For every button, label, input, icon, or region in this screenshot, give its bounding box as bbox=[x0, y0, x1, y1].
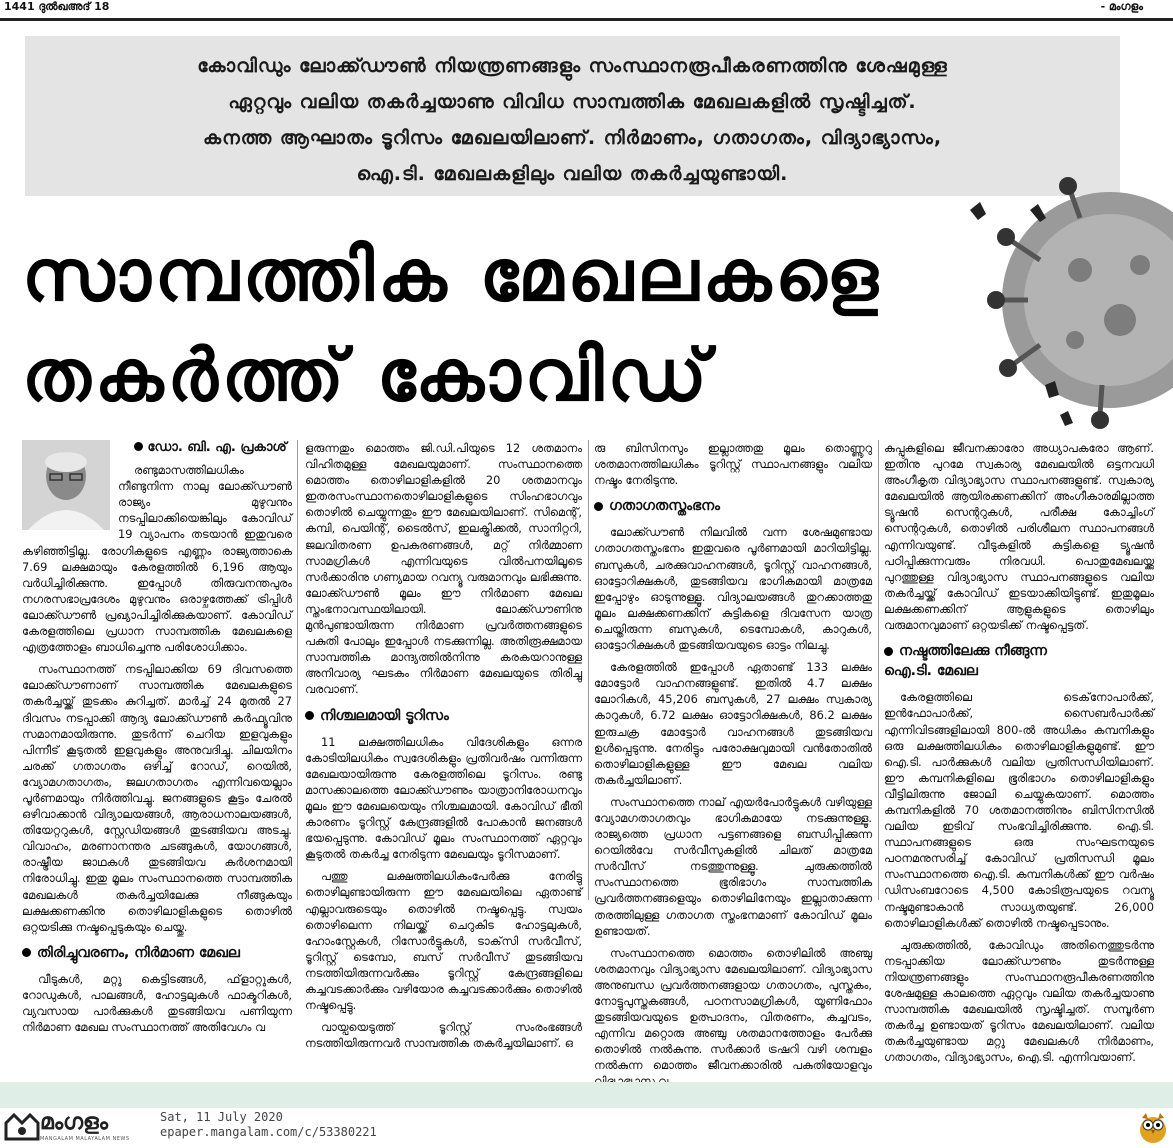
summary-line: കനത്ത ആഘാതം ടൂറിസം മേഖലയിലാണ്. നിർമാണം, ഗതാഗതം, വിദ്യാഭ്യാസം, bbox=[202, 127, 943, 149]
mangalam-logo[interactable] bbox=[0, 1108, 150, 1146]
edition-info bbox=[160, 1110, 377, 1140]
subheading-text: നിശ്ചലമായി ടൂറിസം bbox=[320, 707, 449, 724]
paragraph: കുപ്പുകളിലെ ജീവനക്കാരോ അധ്യാപകരോ ആണ്. ഇതിനു പുറമേ സ്വകാര്യ മേഖലയിൽ ഒട്ടനവധി അംഗീകൃത വിദ്യാഭ്യാസ സ്ഥാപനങ്ങളുണ്ട്. സ്വകാര്യ മേഖലയിൽ ആയിരക്കണക്കിന് അംഗീകാരമില്ലാത്ത ട്യൂഷൻ സെന്ററുകൾ, പരീക്ഷ കോച്ചിംഗ് സെന്ററുകൾ, തൊഴിൽ പരിശീലന സ്ഥാപനങ്ങൾ എന്നിവയുണ്ട്. വീടുകളിൽ കുട്ടികളെ ട്യൂഷൻ പഠിപ്പിക്കുന്നവരും നിരവധി. പൊതുമേഖലയ്ക്കു പുറത്തുള്ള വിദ്യാഭ്യാസ സ്ഥാപനങ്ങളുടെ വലിയ തകർച്ചയ്ക്ക് കോവിഡ് ഇടയാക്കിയിട്ടുണ്ട്. ഇതുമൂലം ലക്ഷക്കണക്കിന് ആളുകളുടെ തൊഴിലും വരുമാനവുമാണ് ഒറ്റയടിക്ക് നഷ്ടപ്പെട്ടത്. bbox=[884, 441, 1154, 633]
headline-line-2: തകർത്ത് കോവിഡ് bbox=[22, 333, 711, 417]
paragraph: സംസ്ഥാനത്ത് നടപ്പിലാക്കിയ 69 ദിവസത്തെ ലോക്ക്ഡൗണാണ് സാമ്പത്തിക മേഖലകളുടെ തകർച്ചയ്ക്ക് തുടക്കം കുറിച്ചത്. മാർച്ച് 24 മുതൽ 27 ദിവസം നടപ്പാക്കി ആദ്യ ലോക്ക്ഡൗൺ കർഫ്യൂവിനു സമാനമായിരുന്നു. തുടർന്ന് ചെറിയ ഇളവുകളും പിന്നീട് കൂടുതൽ ഇളവുകളും അനുവദിച്ചു. ചിലയിനം ചരക്ക് ഗതാഗതം ഒഴിച്ച് റോഡ്, റെയിൽ, വ്യോമഗതാഗതം, ജലഗതാഗതം എന്നിവയെല്ലാം പൂർണമായും നിർത്തിവച്ചു. ജനങ്ങളുടെ കൂട്ടം ചേരൽ ഒഴിവാക്കാൻ വിദ്യാലയങ്ങൾ, ആരാധനാലയങ്ങൾ, തിയേറ്ററുകൾ, സ്റ്റേഡിയങ്ങൾ തുടങ്ങിയവ അടച്ചു. വിവാഹം, മരണാനന്തര ചടങ്ങുകൾ, യോഗങ്ങൾ, രാഷ്ട്രീയ ജാഥകൾ തുടങ്ങിയവ കർശനമായി നിരോധിച്ചു. ഇതു മൂലം സംസ്ഥാനത്തെ സാമ്പത്തിക മേഖലകൾ തകർച്ചയിലേക്കു നീങ്ങുകയും ലക്ഷക്കണക്കിനു തൊഴിലാളികളുടെ തൊഴിൽ ഒറ്റയടിക്കു നഷ്ടപ്പെടുകയും ചെയ്തു. bbox=[22, 662, 292, 934]
subheading bbox=[594, 498, 872, 514]
owl-icon-graphic bbox=[1138, 1110, 1168, 1144]
column-divider bbox=[297, 440, 298, 900]
summary-line: ഏറ്റവും വലിയ തകർച്ചയാണു വിവിധ സാമ്പത്തിക മേഖലകളിൽ സൃഷ്ടിച്ചത്. bbox=[228, 91, 917, 113]
subheading bbox=[305, 708, 582, 724]
bullet-icon bbox=[134, 442, 143, 451]
virus-icon bbox=[950, 170, 1173, 430]
article-column-1 bbox=[22, 440, 292, 1041]
paragraph: വീടുകൾ, മറ്റു കെട്ടിടങ്ങൾ, ഫ്‌ളാറ്റുകൾ, റോഡുകൾ, പാലങ്ങൾ, ഹോട്ടലുകൾ ഫാക്ടറികൾ, വ്യവസായ പാർക്കുകൾ തുടങ്ങിയവ പണിയുന്ന നിർമാണ മേഖല സംസ്ഥാനത്ത് അതിവേഗം വ bbox=[22, 971, 292, 1035]
paragraph: ലോക്ക്ഡൗൺ നിലവിൽ വന്ന ശേഷമുണ്ടായ ഗതാഗതസ്തംഭനം ഇതുവരെ പൂർണമായി മാറിയിട്ടില്ല. ബസുകൾ, ചരക്കുവാഹനങ്ങൾ, ടൂറിസ്റ്റ് വാഹനങ്ങൾ, ഓട്ടോറിക്ഷകൾ, തുടങ്ങിയവ ഭാഗികമായി മാത്രമേ ഇപ്പോഴും ഓടുന്നുള്ളൂ. വിദ്യാലയങ്ങൾ തുറക്കാത്തതു മൂലം ലക്ഷക്കണക്കിന് കുട്ടികളെ ദിവസേന യാത്ര ചെയ്തിരുന്ന ബസുകൾ, ടെമ്പോകൾ, കാറുകൾ, ഓട്ടോറിക്ഷകൾ തുടങ്ങിയവയുടെ ഓട്ടം നിലച്ചു. bbox=[594, 525, 872, 653]
paragraph: രണ്ടുമാസത്തിലധികം നീണ്ടുനിന്ന നാലു ലോക്ക്ഡൗൺ രാജ്യം മുഴുവനും നടപ്പിലാക്കിയെങ്കിലും കോവിഡ് 19 വ്യാപനം തടയാൻ ഇതുവരെ കഴിഞ്ഞിട്ടില്ല. രോഗികളുടെ എണ്ണം രാജ്യത്താകെ 7.69 ലക്ഷമായും കേരളത്തിൽ 6,196 ആയും വർധിച്ചിരിക്കുന്നു. ഇപ്പോൾ തിരുവനന്തപുരം നഗരസഭാപ്രദേശം മുഴുവനും ഒരാഴ്ചത്തേക്ക് ട്രിപ്പിൾ ലോക്ക്ഡൗൺ പ്രഖ്യാപിച്ചിരിക്കുകയാണ്. കോവിഡ് കേരളത്തിലെ പ്രധാന സാമ്പത്തിക മേഖലകളെ എത്രത്തോളം ബാധിച്ചെന്നു പരിശോധിക്കാം. bbox=[22, 463, 292, 655]
author-photo-icon bbox=[22, 440, 110, 530]
mangalam-logo-icon bbox=[2, 1109, 40, 1145]
article-column-2 bbox=[305, 440, 582, 1057]
paragraph: പത്തു ലക്ഷത്തിലധികംപേർക്കു നേരിട്ടു തൊഴിലുണ്ടായിരുന്ന ഈ മേഖലയിലെ ഏതാണ്ട് എല്ലാവരുടെയും തൊഴിൽ നഷ്ടപ്പെട്ടു. സ്വയം തൊഴിലെന്ന നിലയ്ക്ക് ചെറുകിട ഹോട്ടലുകൾ, ഹോംസ്റ്റേകൾ, റിസോർട്ടുകൾ, ടാക്‌സി സർവീസ്, ടൂറിസ്റ്റ് ടെമ്പോ, ബസ് സർവീസ് തുടങ്ങിയവ നടത്തിയിരുന്നവർക്കും ടൂറിസ്റ്റ് കേന്ദ്രങ്ങളിലെ കച്ചവടക്കാർക്കും വഴിയോര കച്ചവടക്കാർക്കും തൊഴിൽ നഷ്ടപ്പെട്ടു. bbox=[305, 869, 582, 1013]
subheading-text: തിരിച്ചുവരണം, നിർമാണ മേഖല bbox=[37, 944, 240, 961]
paragraph: വായ്പയെടുത്ത് ടൂറിസ്റ്റ് സംരംഭങ്ങൾ നടത്തിയിരുന്നവർ സാമ്പത്തിക തകർച്ചയിലാണ്. ഒ bbox=[305, 1020, 582, 1051]
subheading-text: ഐ.ടി. മേഖല bbox=[884, 663, 978, 680]
logo-text: മംഗളം bbox=[40, 1110, 108, 1135]
virus-illustration bbox=[950, 170, 1173, 430]
headline bbox=[22, 225, 942, 425]
edition-url[interactable]: epaper.mangalam.com/c/53380221 bbox=[160, 1125, 377, 1139]
bottom-band bbox=[0, 1082, 1173, 1108]
byline-name: ഡോ. ബി. എ. പ്രകാശ് bbox=[147, 440, 287, 455]
paragraph: സംസ്ഥാനത്തെ നാല് എയർപോർട്ടുകൾ വഴിയുള്ള വ്യോമഗതാഗതവും ഭാഗികമായേ നടക്കുന്നുള്ളൂ. രാജ്യത്തെ പ്രധാന പട്ടണങ്ങളെ ബന്ധിപ്പിക്കുന്ന റെയിൽവേ സർവീസുകളിൽ ചിലത് മാത്രമേ സർവീസ് നടത്തുന്നുള്ളൂ. ചുരുക്കത്തിൽ സംസ്ഥാനത്തെ ഭൂരിഭാഗം സാമ്പത്തിക പ്രവർത്തനങ്ങളെയും തൊഴിലിനേയും ഇല്ലാതാക്കുന്ന തരത്തിലുള്ള ഗതാഗത സ്തംഭനമാണ് കോവിഡ് മൂലം ഉണ്ടായത്. bbox=[594, 794, 872, 938]
bullet-icon bbox=[305, 711, 314, 720]
owl-icon[interactable] bbox=[1138, 1110, 1168, 1144]
paragraph: കേരളത്തിൽ ഇപ്പോൾ ഏതാണ്ട് 133 ലക്ഷം മോട്ടോർ വാഹനങ്ങളുണ്ട്. ഇതിൽ 4.7 ലക്ഷം ലോറികൾ, 45,206 ബസുകൾ, 27 ലക്ഷം സ്വകാര്യ കാറുകൾ, 6.72 ലക്ഷം ഓട്ടോറിക്ഷകൾ, 86.2 ലക്ഷം ഇരുചക്ര മോട്ടോർ വാഹനങ്ങൾ തുടങ്ങിയവ ഉൾപ്പെടുന്നു. നേരിട്ടും പരോക്ഷവുമായി വൻതോതിൽ തൊഴിലാളികളുള്ള ഈ മേഖല വലിയ തകർച്ചയിലാണ്. bbox=[594, 660, 872, 787]
subheading bbox=[884, 643, 1154, 659]
page-header-right: - മംഗളം bbox=[1100, 0, 1143, 13]
paragraph: രു ബിസിനസും ഇല്ലാത്തതു മൂലം തൊണ്ണൂറു ശതമാനത്തിലധികം ടൂറിസ്റ്റ് സ്ഥാപനങ്ങളും വലിയ നഷ്ടം നേരിടുന്നു. bbox=[594, 441, 872, 488]
paragraph: സംസ്ഥാനത്തെ മൊത്തം തൊഴിലിൽ അഞ്ചു ശതമാനവും വിദ്യാഭ്യാസ മേഖലയിലാണ്. വിദ്യാഭ്യാസ അനുബന്ധ പ്രവർത്തനങ്ങളായ ഗതാഗതം, പുസ്തകം, നോട്ടുപുസ്തകങ്ങൾ, പഠനസാമഗ്രികൾ, യൂണിഫോം തുടങ്ങിയവയുടെ ഉത്പാദനം, വിതരണം, കച്ചവടം, എന്നിവ മറ്റൊരു അഞ്ചു ശതമാനത്തോളം പേർക്കു തൊഴിൽ നൽകുന്നു. സർക്കാർ ട്രഷറി വഴി ശമ്പളം നൽകുന്ന മൊത്തം ജീവനക്കാരിൽ പകുതിയോളവും bbox=[594, 945, 872, 1073]
bullet-icon bbox=[22, 948, 31, 957]
subheading bbox=[22, 945, 292, 961]
paragraph: 11 ലക്ഷത്തിലധികം വിദേശികളും ഒന്നര കോടിയിലധികം സ്വദേശികളും പ്രതിവർഷം വന്നിരുന്ന മേഖലയായിരുന്നു കേരളത്തിലെ ടൂറിസം. രണ്ടു മാസക്കാലത്തെ ലോക്ക്ഡൗണും യാത്രാനിരോധനവും മൂലം ഈ മേഖലയെയും നിശ്ചലമായി. കോവിഡ് ഭീതി കാരണം ടൂറിസ്റ്റ് കേന്ദ്രങ്ങളിൽ പോകാൻ ജനങ്ങൾ ഭയപ്പെടുന്നു. കോവിഡ് മൂലം സംസ്ഥാനത്ത് ഏറ്റവും കൂടുതൽ തകർച്ച നേരിടുന്ന മേഖലയും ടൂറിസമാണ്. bbox=[305, 734, 582, 862]
subheading-2 bbox=[884, 663, 1154, 679]
author-photo bbox=[22, 440, 110, 530]
edition-date: Sat, 11 July 2020 bbox=[160, 1110, 283, 1124]
summary-line: ഐ.ടി. മേഖലകളിലും വലിയ തകർച്ചയുണ്ടായി. bbox=[356, 163, 789, 185]
summary-text bbox=[25, 36, 1120, 192]
paragraph: ളരുന്നതും മൊത്തം ജി.ഡി.പിയുടെ 12 ശതമാനം വിഹിതമുള്ള മേഖലയുമാണ്. സംസ്ഥാനത്തെ മൊത്തം തൊഴിലാളികളിൽ 20 ശതമാനവും ഇതരസംസ്ഥാനതൊഴിലാളികളുടെ സിംഹഭാഗവും തൊഴിൽ ചെയ്യുന്നതും ഈ മേഖലയിലാണ്. സിമെന്റ്, കമ്പി, പെയിന്റ്, ടൈൽസ്, ഇലക്ട്രിക്കൽ, സാനിറ്ററി, ജലവിതരണ ഉപകരണങ്ങൾ, മറ്റ് നിർമ്മാണ സാമഗ്രികൾ എന്നിവയുടെ വിൽപനയിലൂടെ സർക്കാരിനു ഗണ്യമായ റവന്യൂ വരുമാനവും ലഭിക്കുന്നു. ലോക്ക്ഡൗൺ മൂലം ഈ നിർമാണ മേഖല സ്തംഭനാവസ്ഥയിലായി. ലോക്ക്ഡൗണിനു മുൻപുണ്ടായിരുന്ന നിർമാണ പ്രവർത്തനങ്ങളുടെ പകുതി പോലും ഇപ്പോൾ നടക്കുന്നില്ല. അതിരൂക്ഷമായ സാമ്പത്തിക മാന്ദ്യത്തിൽനിന്നു കരകയറാനുള്ള അനിവാര്യ ഘടകം നിർമാണ മേഖലയുടെ തിരിച്ചു വരവാണ്. bbox=[305, 441, 582, 697]
paragraph: ചുരുക്കത്തിൽ, കോവിഡും അതിനെത്തുടർന്നു നടപ്പാക്കിയ ലോക്ക്ഡൗണും തുടർന്നുള്ള നിയന്ത്രണങ്ങളും സംസ്ഥാനരൂപീകരണത്തിനു ശേഷമുള്ള കാലത്തെ ഏറ്റവും വലിയ തകർച്ചയാണു സാമ്പത്തിക മേഖലയിൽ സൃഷ്ടിച്ചത്. സമ്പൂർണ തകർച്ച ഉണ്ടായത് ടൂറിസം മേഖലയിലാണ്. വലിയ തകർച്ചയുണ്ടായ മറ്റു മേഖലകൾ നിർമാണം, ഗതാഗതം, വിദ്യാഭ്യാസം, ഐ.ടി. എന്നിവയാണ്. bbox=[884, 937, 1154, 1065]
bullet-icon bbox=[884, 647, 893, 656]
page-header-left: 1441 ദുൽഖഅദ് 18 bbox=[4, 0, 110, 13]
article-column-4 bbox=[884, 440, 1154, 1071]
article-column-3 bbox=[594, 440, 872, 1096]
paragraph: കേരളത്തിലെ ടെക്‌നോപാർക്ക്, ഇൻഫോപാർക്ക്, സൈബർപാർക്ക് എന്നിവിടങ്ങളിലായി 800-ൽ അധികം കമ്പനികളും ഒരു ലക്ഷത്തിലധികം തൊഴിലാളികളുമുണ്ട്. ഈ ഐ.ടി. പാർക്കുകൾ വലിയ പ്രതിസന്ധിയിലാണ്. ഈ കമ്പനികളിലെ ഭൂരിഭാഗം തൊഴിലാളികളും വീട്ടിലിരുന്നു ജോലി ചെയ്യുകയാണ്. മൊത്തം കമ്പനികളിൽ 70 ശതമാനത്തിനും ബിസിനസിൽ വലിയ ഇടിവ് സംഭവിച്ചിരിക്കുന്നു. ഐ.ടി. സ്ഥാപനങ്ങളുടെ ഒരു സംഘടനയുടെ പഠനമനുസരിച്ച് കോവിഡ് പ്രതിസന്ധി മൂലം സംസ്ഥാനത്തെ ഐ.ടി. കമ്പനികൾക്ക് ഈ വർഷം ഡിസംബറോടെ 4,500 കോടിരൂപയുടെ റവന്യൂ നഷ്ടമുണ്ടാകാൻ സാധ്യതയുണ്ട്. 26,000 തൊഴിലാളികൾക്ക് തൊഴിൽ നഷ്ടപ്പെടാനും. bbox=[884, 690, 1154, 930]
logo-subtext: MANGALAM MALAYALAM NEWS bbox=[40, 1136, 130, 1142]
subheading-text: ഗതാഗതസ്തംഭനം bbox=[609, 498, 720, 515]
summary-line: കോവിഡും ലോക്ക്ഡൗൺ നിയന്ത്രണങ്ങളും സംസ്ഥാനരൂപീകരണത്തിനു ശേഷമുള്ള bbox=[197, 55, 948, 77]
headline-line-1: സാമ്പത്തിക മേഖലകളെ bbox=[22, 233, 882, 317]
bullet-icon bbox=[594, 502, 603, 511]
column-divider bbox=[588, 440, 589, 900]
subheading-text: നഷ്ടത്തിലേക്കു നീങ്ങുന്ന bbox=[899, 643, 1047, 660]
page-header bbox=[0, 0, 1173, 21]
column-divider bbox=[878, 440, 879, 900]
